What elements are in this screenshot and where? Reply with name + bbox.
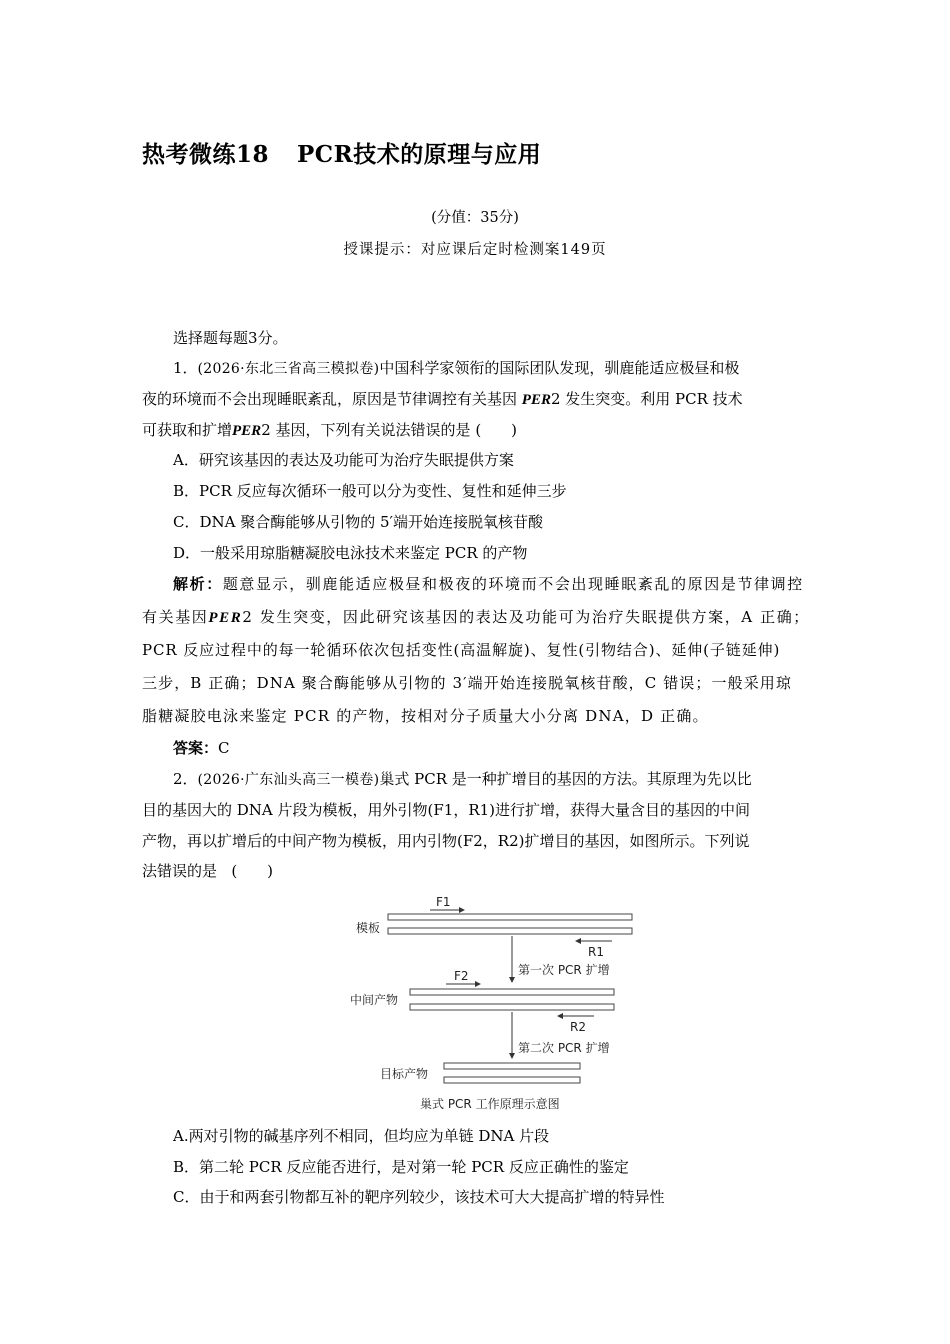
gene-name: PER	[521, 392, 551, 408]
q1-analysis-1	[173, 574, 804, 594]
target-strand-top	[444, 1063, 580, 1069]
q2-number: 2．	[173, 770, 198, 788]
q1-stem-2b: 2 发生突变。利用 PCR 技术	[550, 390, 743, 408]
q1-number: 1．	[173, 359, 198, 377]
gene-name: PER	[208, 610, 243, 626]
title-topic: PCR技术的原理与应用	[297, 141, 542, 168]
q1-analysis-4: 三步，B 正确；DNA 聚合酶能够从引物的 3′端开始连接脱氧核苷酸，C 错误；一般采用琼	[142, 674, 793, 692]
analysis-text-2a: 有关基因	[142, 608, 209, 626]
q1-source: (2026·东北三省高三模拟卷)	[197, 361, 380, 377]
label-intermediate: 中间产物	[350, 993, 399, 1007]
score-line: (分值：35分)	[431, 210, 519, 226]
q2-stem-1: 巢式 PCR 是一种扩增目的基因的方法。其原理为先以比	[379, 770, 752, 788]
title-number: 热考微练18	[142, 141, 270, 168]
answer-value: C	[218, 739, 230, 757]
q1-analysis-3: PCR 反应过程中的每一轮循环依次包括变性(高温解旋)、复性(引物结合)、延伸(子链延伸)	[142, 641, 781, 659]
analysis-text-2b: 2 发生突变，因此研究该基因的表达及功能可为治疗失眠提供方案，A 正确；	[242, 608, 810, 626]
primer-f1-label: F1	[436, 895, 451, 909]
nested-pcr-diagram	[340, 888, 640, 1120]
q1-stem-3a: 可获取和扩增	[142, 421, 233, 439]
q2-option-a: A.两对引物的碱基序列不相同，但均应为单链 DNA 片段	[173, 1127, 550, 1145]
q2-line-2: 目的基因大的 DNA 片段为模板，用外引物(F1，R1)进行扩增，获得大量含目的基因的中间	[142, 801, 751, 819]
primer-r1-label: R1	[588, 945, 604, 959]
step1-label: 第一次 PCR 扩增	[518, 963, 610, 977]
q2-line-4	[142, 861, 273, 881]
hint-line: 授课提示：对应课后定时检测案149页	[343, 242, 607, 258]
q2-line-1	[173, 769, 752, 790]
intermediate-strand-bottom	[410, 1004, 614, 1010]
answer-blank: ( )	[231, 862, 274, 880]
step2-label: 第二次 PCR 扩增	[518, 1041, 610, 1055]
q2-option-c: C．由于和两套引物都互补的靶序列较少，该技术可大大提高扩增的特异性	[173, 1188, 665, 1206]
q1-line-3	[142, 420, 517, 441]
analysis-text-1: 题意显示，驯鹿能适应极昼和极夜的环境而不会出现睡眠紊乱的原因是节律调控	[222, 575, 804, 593]
q2-stem-4: 法错误的是	[142, 862, 218, 880]
gene-name: PER	[232, 423, 262, 439]
q1-line-2	[142, 389, 743, 410]
answer-label: 答案：	[173, 739, 219, 757]
template-strand-top	[388, 914, 632, 920]
q1-option-d: D．一般采用琼脂糖凝胶电泳技术来鉴定 PCR 的产物	[173, 544, 528, 562]
page-title	[142, 136, 541, 169]
label-target: 目标产物	[380, 1067, 429, 1081]
answer-blank: ( )	[475, 421, 518, 439]
intermediate-strand-top	[410, 989, 614, 995]
q1-stem-2a: 夜的环境而不会出现睡眠紊乱，原因是节律调控有关基因	[142, 390, 522, 408]
q1-analysis-5: 脂糖凝胶电泳来鉴定 PCR 的产物，按相对分子质量大小分离 DNA，D 正确。	[142, 707, 709, 725]
q2-source: (2026·广东汕头高三一模卷)	[197, 772, 380, 788]
q1-option-a: A．研究该基因的表达及功能可为治疗失眠提供方案	[173, 451, 514, 469]
q1-line-1	[173, 358, 739, 379]
section-heading: 选择题每题3分。	[173, 329, 288, 347]
analysis-label: 解析：	[173, 575, 223, 593]
q1-option-c: C．DNA 聚合酶能够从引物的 5′端开始连接脱氧核苷酸	[173, 513, 543, 531]
primer-f2-label: F2	[454, 969, 469, 983]
template-strand-bottom	[388, 928, 632, 934]
q1-analysis-2	[142, 607, 810, 628]
q1-answer	[173, 738, 230, 758]
q1-option-b: B．PCR 反应每次循环一般可以分为变性、复性和延伸三步	[173, 482, 567, 500]
target-strand-bottom	[444, 1077, 580, 1083]
q2-option-b: B．第二轮 PCR 反应能否进行，是对第一轮 PCR 反应正确性的鉴定	[173, 1158, 629, 1176]
primer-r2-label: R2	[570, 1020, 586, 1034]
figure-caption: 巢式 PCR 工作原理示意图	[420, 1097, 560, 1111]
label-template: 模板	[356, 921, 381, 935]
q1-stem-3b: 2 基因，下列有关说法错误的是	[261, 421, 471, 439]
q1-stem-1: 中国科学家领衔的国际团队发现，驯鹿能适应极昼和极	[379, 359, 740, 377]
q2-line-3: 产物，再以扩增后的中间产物为模板，用内引物(F2，R2)扩增目的基因，如图所示。下列说	[142, 832, 750, 850]
